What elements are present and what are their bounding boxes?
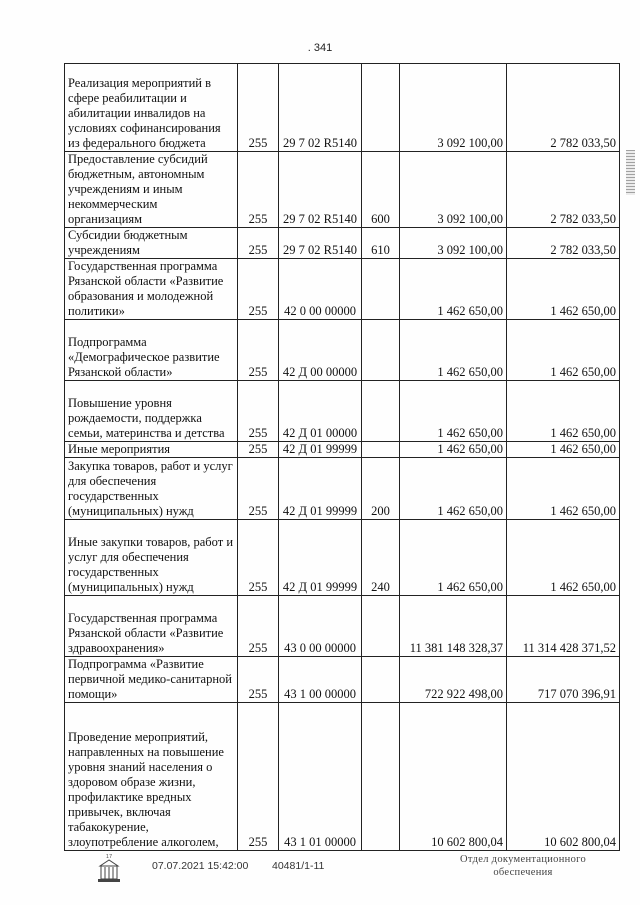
table-row [65,152,620,228]
expense-code [362,703,400,851]
table-row [65,703,620,851]
coat-of-arms-logo [95,853,123,885]
sum-executed: 2 782 033,50 [507,228,620,259]
target-code: 43 1 00 00000 [279,657,362,703]
row-name: Иные закупки товаров, работ и услуг для обеспечения государственных (муниципальных) нужд [65,520,238,596]
ministry-code: 255 [238,596,279,657]
sum-approved: 1 462 650,00 [400,320,507,381]
sum-approved: 1 462 650,00 [400,442,507,458]
target-code: 42 Д 01 99999 [279,458,362,520]
expense-code [362,64,400,152]
row-name: Государственная программа Рязанской области «Развитие здравоохранения» [65,596,238,657]
table-row [65,596,620,657]
row-name: Иные мероприятия [65,442,238,458]
target-code: 42 Д 00 00000 [279,320,362,381]
sum-executed: 1 462 650,00 [507,520,620,596]
table-row [65,228,620,259]
table-row [65,657,620,703]
table-row [65,259,620,320]
expense-code: 610 [362,228,400,259]
dept-line-2: обеспечения [493,867,553,878]
sum-approved: 3 092 100,00 [400,64,507,152]
sum-approved: 11 381 148 328,37 [400,596,507,657]
row-name: Подпрограмма «Развитие первичной медико-санитарной помощи» [65,657,238,703]
dept-line-1: Отдел документационного [459,854,587,865]
target-code: 43 0 00 00000 [279,596,362,657]
expense-code: 200 [362,458,400,520]
ministry-code: 255 [238,152,279,228]
sum-executed: 1 462 650,00 [507,442,620,458]
ministry-code: 255 [238,64,279,152]
sum-executed: 1 462 650,00 [507,381,620,442]
page-number: . 341 [307,42,333,54]
expense-code: 600 [362,152,400,228]
expense-code [362,657,400,703]
ministry-code: 255 [238,320,279,381]
footer-reg-number: 40481/1-11 [272,860,325,872]
ministry-code: 255 [238,228,279,259]
sum-approved: 10 602 800,04 [400,703,507,851]
sum-executed: 1 462 650,00 [507,320,620,381]
target-code: 42 Д 01 99999 [279,520,362,596]
row-name: Подпрограмма «Демографическое развитие Рязанской области» [65,320,238,381]
sum-executed: 2 782 033,50 [507,152,620,228]
table-row [65,442,620,458]
expense-code [362,320,400,381]
sum-approved: 1 462 650,00 [400,259,507,320]
sum-executed: 10 602 800,04 [507,703,620,851]
table-row [65,64,620,152]
table-row [65,381,620,442]
target-code: 29 7 02 R5140 [279,152,362,228]
footer-datetime: 07.07.2021 15:42:00 [152,860,249,872]
sum-approved: 722 922 498,00 [400,657,507,703]
target-code: 29 7 02 R5140 [279,64,362,152]
target-code: 43 1 01 00000 [279,703,362,851]
sum-approved: 1 462 650,00 [400,381,507,442]
sum-executed: 717 070 396,91 [507,657,620,703]
table-row [65,520,620,596]
ministry-code: 255 [238,381,279,442]
sum-approved: 3 092 100,00 [400,228,507,259]
expense-code [362,596,400,657]
scan-artifact [626,150,635,195]
ministry-code: 255 [238,442,279,458]
target-code: 42 0 00 00000 [279,259,362,320]
ministry-code: 255 [238,520,279,596]
ministry-code: 255 [238,458,279,520]
table-row [65,320,620,381]
target-code: 42 Д 01 99999 [279,442,362,458]
row-name: Государственная программа Рязанской области «Развитие образования и молодежной политики» [65,259,238,320]
ministry-code: 255 [238,703,279,851]
row-name: Проведение мероприятий, направленных на повышение уровня знаний населения о здоровом образе жизни, профилактике вредных привычек, включая табакокурение, злоупотребление алкоголем, [65,703,238,851]
expense-code [362,381,400,442]
expense-code: 240 [362,520,400,596]
sum-approved: 3 092 100,00 [400,152,507,228]
footer-department [438,853,608,879]
target-code: 42 Д 01 00000 [279,381,362,442]
sum-executed: 1 462 650,00 [507,458,620,520]
sum-approved: 1 462 650,00 [400,520,507,596]
sum-approved: 1 462 650,00 [400,458,507,520]
target-code: 29 7 02 R5140 [279,228,362,259]
ministry-code: 255 [238,259,279,320]
sum-executed: 2 782 033,50 [507,64,620,152]
sum-executed: 1 462 650,00 [507,259,620,320]
row-name: Реализация мероприятий в сфере реабилитации и абилитации инвалидов на условиях софинансирования из федерального бюджета [65,64,238,152]
row-name: Предоставление субсидий бюджетным, автономным учреждениям и иным некоммерческим организациям [65,152,238,228]
budget-table [64,63,620,851]
row-name: Повышение уровня рождаемости, поддержка семьи, материнства и детства [65,381,238,442]
expense-code [362,259,400,320]
expense-code [362,442,400,458]
table-row [65,458,620,520]
row-name: Закупка товаров, работ и услуг для обеспечения государственных (муниципальных) нужд [65,458,238,520]
ministry-code: 255 [238,657,279,703]
logo-number: 17 [105,854,113,860]
row-name: Субсидии бюджетным учреждениям [65,228,238,259]
sum-executed: 11 314 428 371,52 [507,596,620,657]
